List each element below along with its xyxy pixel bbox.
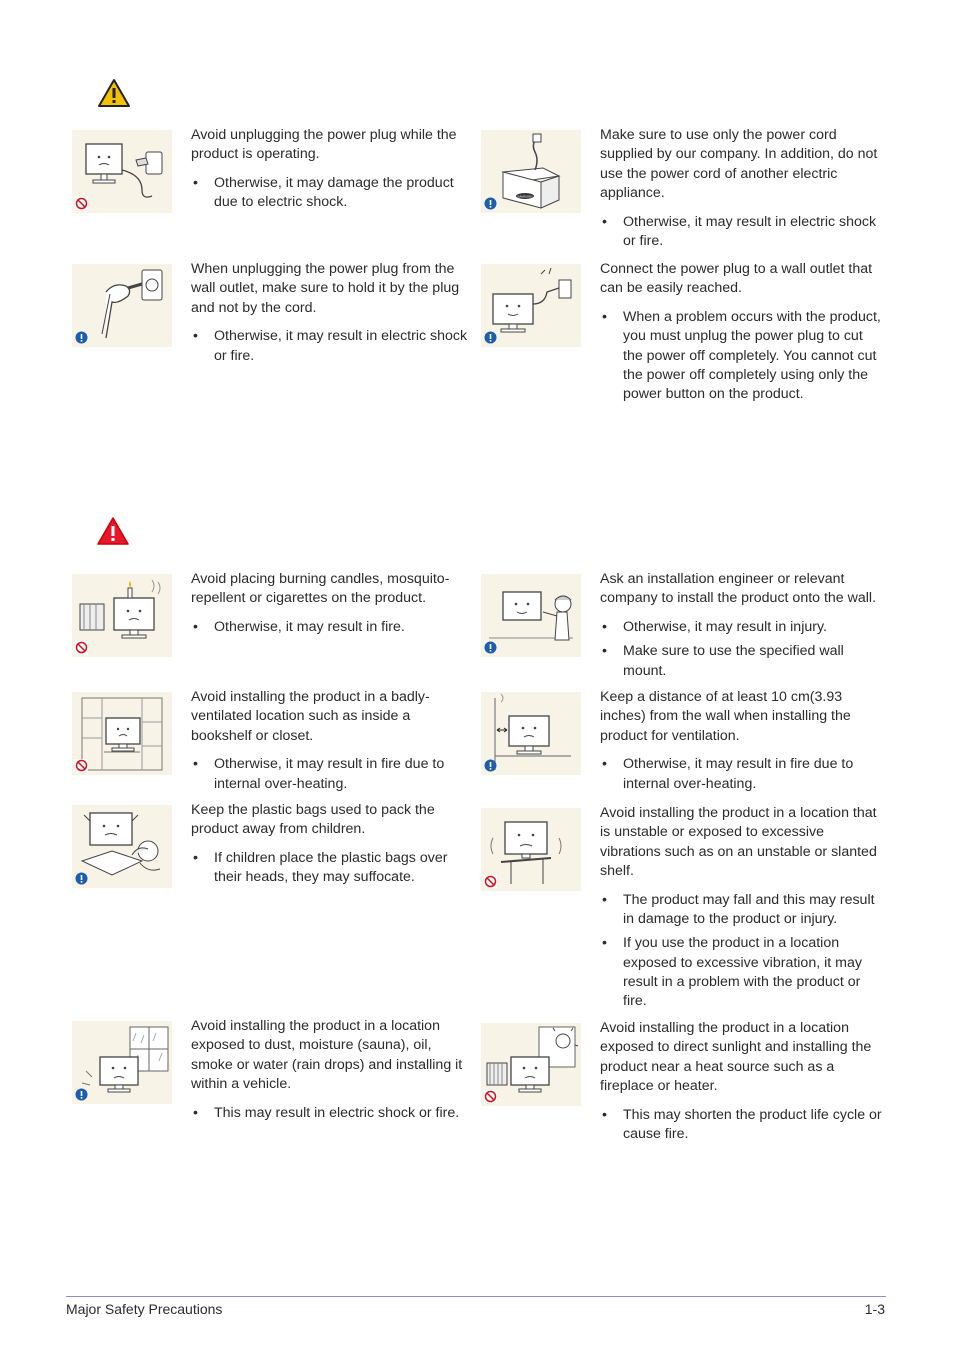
monitor-wall-outlet-illustration [481,264,581,347]
precaution-text: Avoid installing the product in a location exposed to dust, moisture (sauna), oil, smoke or water (rain drops) and installing it within a vehicle. [191,1018,463,1092]
precaution-bullet: • Otherwise, it may result in fire. [191,618,473,637]
footer-divider [66,1296,886,1297]
power-cord-box-illustration [481,130,581,213]
precaution-text: Avoid installing the product in a badly-ventilated location such as inside a bookshelf or closet. [191,689,430,744]
precaution-text: Connect the power plug to a wall outlet that can be easily reached. [600,261,873,297]
prohibited-icon [75,641,88,654]
precaution-text: Avoid unplugging the power plug while the product is operating. [191,127,457,163]
precaution-bullet: • If children place the plastic bags over their heads, they may suffocate. [191,849,473,888]
prohibited-icon [484,875,497,888]
precaution-bullet: • This may shorten the product life cycle or cause fire. [600,1106,882,1145]
caution-triangle-icon [97,78,131,108]
mandatory-icon [75,1088,88,1101]
precaution-text: Avoid placing burning candles, mosquito-repellent or cigarettes on the product. [191,571,450,607]
monitor-bookshelf-illustration [72,692,172,775]
monitor-unplug-illustration [72,130,172,213]
precaution-text: Ask an installation engineer or relevant company to install the product onto the wall. [600,571,877,607]
precaution-text: Make sure to use only the power cord supplied by our company. In addition, do not use the power cord of another electric appliance. [600,127,878,201]
monitor-candles-illustration [72,574,172,657]
precaution-bullet: • This may result in electric shock or fire. [191,1104,473,1123]
prohibited-icon [484,1090,497,1103]
page-number: 1-3 [864,1301,885,1317]
monitor-sunlight-heater-illustration [481,1023,581,1106]
mandatory-icon [484,197,497,210]
mandatory-icon [484,331,497,344]
precaution-bullet: • Otherwise, it may result in fire due to internal over-heating. [600,755,882,794]
prohibited-icon [75,759,88,772]
monitor-unstable-shelf-illustration [481,808,581,891]
precaution-bullet: • If you use the product in a location exposed to excessive vibration, it may result in a problem with the product or fire. [600,934,882,1011]
precaution-text: When unplugging the power plug from the wall outlet, make sure to hold it by the plug and not by the cord. [191,261,460,316]
precaution-bullet: • The product may fall and this may result in damage to the product or injury. [600,891,882,930]
footer-title: Major Safety Precautions [66,1301,223,1317]
warning-triangle-icon [96,516,130,546]
svg-text:SAMSUNG: SAMSUNG [517,194,533,199]
precaution-text: Keep the plastic bags used to pack the product away from children. [191,802,435,838]
wall-installer-illustration [481,574,581,657]
precaution-bullet: • Otherwise, it may result in electric shock or fire. [191,327,473,366]
mandatory-icon [484,759,497,772]
precaution-text: Keep a distance of at least 10 cm(3.93 inches) from the wall when installing the product for ventilation. [600,689,851,744]
precaution-bullet: • Otherwise, it may damage the product due to electric shock. [191,174,473,213]
monitor-rain-window-illustration [72,1021,172,1104]
mandatory-icon [484,641,497,654]
child-plastic-bag-illustration [72,805,172,888]
monitor-wall-distance-illustration [481,692,581,775]
precaution-bullet: • When a problem occurs with the product, you must unplug the power plug to cut the power off completely. You cannot cut the power off completely using only the power button on the product. [600,308,882,404]
precaution-bullet: • Otherwise, it may result in electric shock or fire. [600,213,882,252]
precaution-bullet: • Make sure to use the specified wall mount. [600,642,882,681]
hand-holding-plug-illustration [72,264,172,347]
precaution-text: Avoid installing the product in a location that is unstable or exposed to excessive vibrations such as on an unstable or slanted shelf. [600,805,877,879]
mandatory-icon [75,872,88,885]
mandatory-icon [75,331,88,344]
prohibited-icon [75,197,88,210]
precaution-text: Avoid installing the product in a location exposed to direct sunlight and installing the product near a heat source such as a fireplace or heater. [600,1020,872,1094]
precaution-bullet: • Otherwise, it may result in fire due to internal over-heating. [191,755,473,794]
precaution-bullet: • Otherwise, it may result in injury. [600,618,882,637]
